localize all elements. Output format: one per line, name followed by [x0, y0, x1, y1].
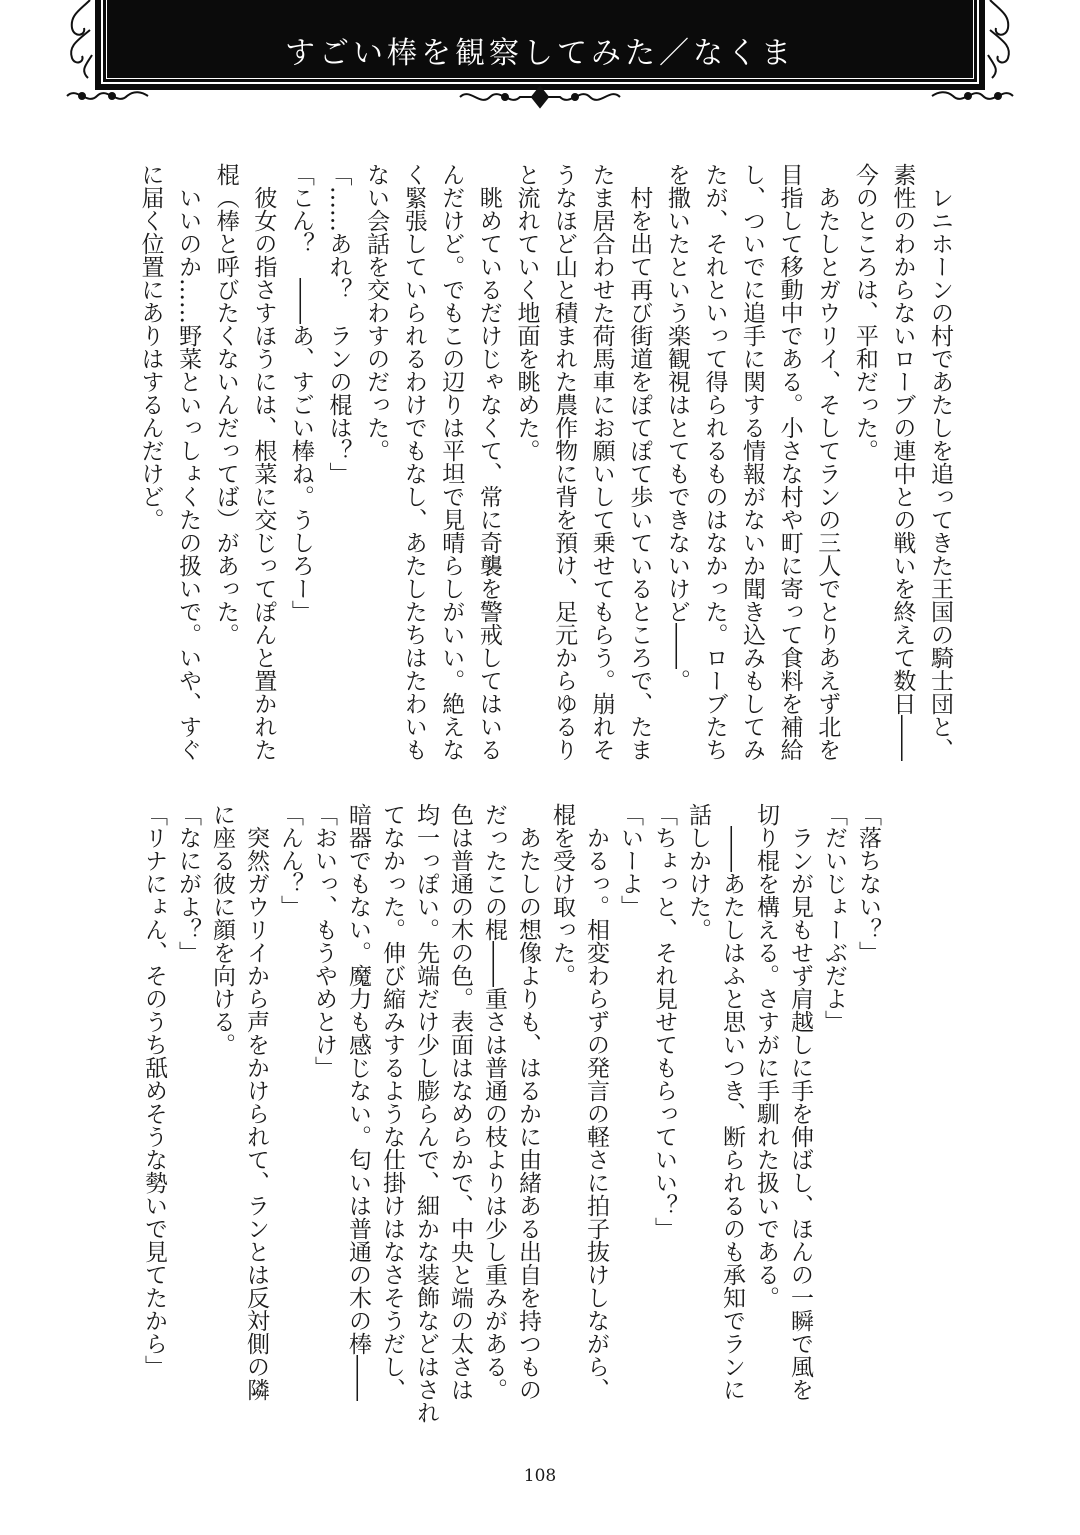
text-line: に届く位置にありはするんだけど。 — [137, 163, 164, 531]
text-line: ない会話を交わすのだった。 — [363, 163, 390, 462]
ornament-left-icon — [50, 0, 95, 80]
text-line: 素性のわからないローブの連中との戦いを終えて数日―― — [889, 163, 916, 761]
text-line: 「だいじょーぶだよ」 — [821, 803, 847, 1033]
text-line: 彼女の指さすほうには、根菜に交じってぽんと置かれた — [250, 163, 277, 761]
body-text-lower — [137, 803, 885, 1443]
page-title: すごい棒を観察してみた／なくま — [285, 36, 795, 71]
text-line: 棍（棒と呼びたくないんだってば）があった。 — [212, 163, 239, 646]
text-line: 「なにがよ？」 — [175, 803, 201, 964]
text-line: 均一っぽい。先端だけ少し膨らんで、細かな装飾などはされ — [413, 803, 439, 1424]
text-line: ――あたしはふと思いつき、断られるのも承知でランに — [719, 803, 745, 1401]
ornament-center-icon — [455, 84, 625, 110]
text-line: し、ついでに追手に関する情報がないか聞き込みもしてみ — [739, 163, 766, 761]
text-line: 眺めているだけじゃなくて、常に奇襲を警戒してはいる — [475, 163, 502, 761]
text-line: 「んん？」 — [277, 803, 303, 918]
text-line: 「落ちない？」 — [855, 803, 881, 964]
ornament-right-icon — [985, 0, 1030, 80]
text-line: 「リナにょん、そのうち舐めそうな勢いで見てたから」 — [141, 803, 167, 1378]
text-line: んだけど。でもこの辺りは平坦で見晴らしがいい。絶えな — [438, 163, 465, 761]
ornament-bottom-right-icon — [928, 84, 1018, 108]
text-line: 「こん？ ――あ、すごい棒ね。うしろー」 — [287, 163, 314, 623]
text-line: 「……あれ？ ランの棍は？」 — [325, 163, 352, 485]
text-line: 「ちょっと、それ見せてもらっていい？」 — [651, 803, 677, 1240]
text-line: 「いーよ」 — [617, 803, 643, 918]
text-line: 暗器でもない。魔力も感じない。匂いは普通の木の棒―― — [345, 803, 371, 1401]
text-line: 色は普通の木の色。表面はなめらかで、中央と端の太さは — [447, 803, 473, 1401]
text-line: だったこの棍――重さは普通の枝よりは少し重みがある。 — [481, 803, 507, 1401]
text-line: あたしの想像よりも、はるかに由緒ある出自を持つもの — [515, 803, 541, 1401]
text-line: 話しかけた。 — [685, 803, 711, 941]
body-text-upper — [131, 163, 958, 778]
text-line: たが、それといって得られるものはなかった。ローブたち — [701, 163, 728, 761]
text-line: 「おいっ、もうやめとけ」 — [311, 803, 337, 1079]
text-line: レニホーンの村であたしを追ってきた王国の騎士団と、 — [927, 163, 953, 761]
text-line: と流れていく地面を眺めた。 — [513, 163, 540, 462]
text-line: に座る彼に顔を向ける。 — [209, 803, 235, 1056]
text-line: ランが見もせず肩越しに手を伸ばし、ほんの一瞬で風を — [787, 803, 813, 1401]
text-line: 棍を受け取った。 — [549, 803, 575, 987]
text-line: を撒いたという楽観視はとてもできないけど――。 — [663, 163, 690, 692]
page-number: 108 — [523, 1466, 557, 1486]
text-line: てなかった。伸び縮みするような仕掛けはなさそうだし、 — [379, 803, 405, 1401]
text-line: うなほど山と積まれた農作物に背を預け、足元からゆるり — [551, 163, 578, 761]
text-line: 村を出て再び街道をぽてぽて歩いているところで、たま — [626, 163, 653, 761]
text-line: 今のところは、平和だった。 — [851, 163, 878, 462]
text-line: く緊張していられるわけでもなし、あたしたちはたわいも — [400, 163, 427, 761]
text-line: たま居合わせた荷馬車にお願いして乗せてもらう。崩れそ — [588, 163, 615, 761]
text-line: 突然ガウリイから声をかけられて、ランとは反対側の隣 — [243, 803, 269, 1401]
text-line: かるっ。相変わらずの発言の軽さに拍子抜けしながら、 — [583, 803, 609, 1401]
title-banner — [95, 0, 985, 90]
text-line: 切り棍を構える。さすがに手馴れた扱いである。 — [753, 803, 779, 1309]
text-line: いいのか……野菜といっしょくたの扱いで。いや、すぐ — [175, 163, 202, 761]
text-line: 目指して移動中である。小さな村や町に寄って食料を補給 — [776, 163, 803, 761]
ornament-bottom-left-icon — [62, 84, 152, 108]
text-line: あたしとガウリイ、そしてランの三人でとりあえず北を — [814, 163, 841, 761]
